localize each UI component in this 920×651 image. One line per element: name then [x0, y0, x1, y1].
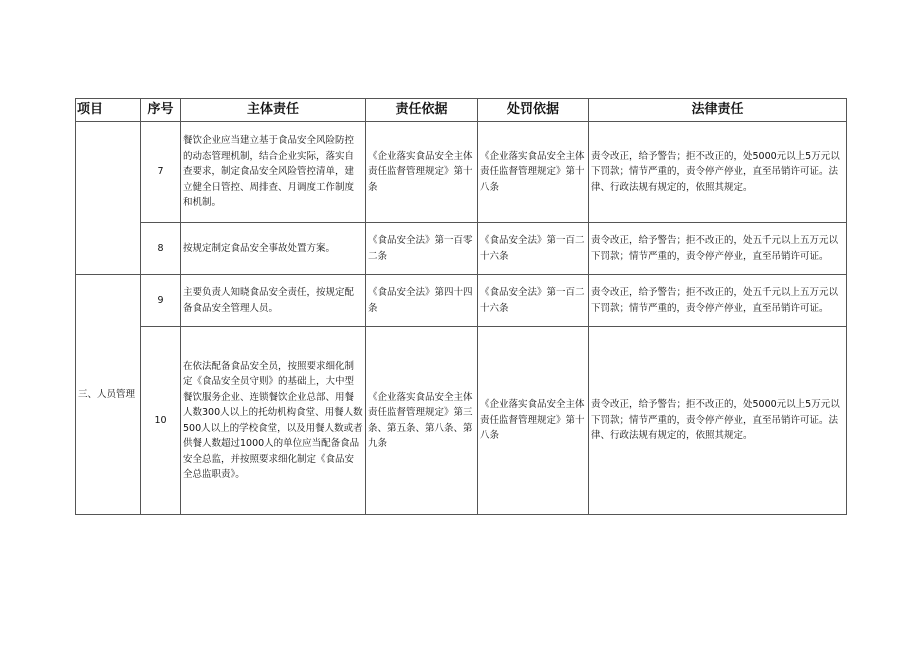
table-row — [76, 122, 847, 223]
category-cell-empty — [76, 122, 141, 275]
penalty-basis-cell: 《食品安全法》第一百二十六条 — [478, 275, 589, 327]
category-cell: 三、人员管理 — [76, 275, 141, 515]
penalty-basis-cell: 《食品安全法》第一百二十六条 — [478, 223, 589, 275]
basis-cell: 《食品安全法》第一百零二条 — [366, 223, 478, 275]
seq-cell: 7 — [141, 122, 181, 223]
header-item: 项目 — [76, 99, 141, 122]
basis-cell: 《企业落实食品安全主体责任监督管理规定》第三条、第五条、第八条、第九条 — [366, 327, 478, 515]
seq-cell: 9 — [141, 275, 181, 327]
header-legal: 法律责任 — [589, 99, 847, 122]
seq-cell: 8 — [141, 223, 181, 275]
responsibility-table — [75, 98, 847, 515]
header-row — [76, 99, 847, 122]
penalty-basis-cell: 《企业落实食品安全主体责任监督管理规定》第十八条 — [478, 122, 589, 223]
legal-cell: 责令改正，给予警告；拒不改正的，处五千元以上五万元以下罚款；情节严重的，责令停产停业，直至吊销许可证。 — [589, 275, 847, 327]
legal-cell: 责令改正，给予警告；拒不改正的，处5000元以上5万元以下罚款；情节严重的，责令停产停业，直至吊销许可证。法律、行政法规有规定的，依照其规定。 — [589, 327, 847, 515]
header-subject: 主体责任 — [181, 99, 366, 122]
subject-cell: 餐饮企业应当建立基于食品安全风险防控的动态管理机制，结合企业实际，落实自查要求，制定食品安全风险管控清单，建立健全日管控、周排查、月调度工作制度和机制。 — [181, 122, 366, 223]
header-seq: 序号 — [141, 99, 181, 122]
legal-cell: 责令改正，给予警告；拒不改正的，处5000元以上5万元以下罚款；情节严重的，责令停产停业，直至吊销许可证。法律、行政法规有规定的，依照其规定。 — [589, 122, 847, 223]
legal-cell: 责令改正，给予警告；拒不改正的，处五千元以上五万元以下罚款；情节严重的，责令停产停业，直至吊销许可证。 — [589, 223, 847, 275]
subject-cell: 主要负责人知晓食品安全责任，按规定配备食品安全管理人员。 — [181, 275, 366, 327]
subject-cell: 按规定制定食品安全事故处置方案。 — [181, 223, 366, 275]
header-basis: 责任依据 — [366, 99, 478, 122]
subject-cell: 在依法配备食品安全员，按照要求细化制定《食品安全员守则》的基础上，大中型餐饮服务企业、连锁餐饮企业总部、用餐人数300人以上的托幼机构食堂、用餐人数500人以上的学校食堂，以及用餐人数或者供餐人数超过1000人的单位应当配备食品安全总监，并按照要求细化制定《食品安全总监职责》。 — [181, 327, 366, 515]
basis-cell: 《企业落实食品安全主体责任监督管理规定》第十条 — [366, 122, 478, 223]
penalty-basis-cell: 《企业落实食品安全主体责任监督管理规定》第十八条 — [478, 327, 589, 515]
seq-cell: 10 — [141, 327, 181, 515]
table-row — [76, 327, 847, 515]
table-row — [76, 223, 847, 275]
header-penalty-basis: 处罚依据 — [478, 99, 589, 122]
table-row — [76, 275, 847, 327]
basis-cell: 《食品安全法》第四十四条 — [366, 275, 478, 327]
